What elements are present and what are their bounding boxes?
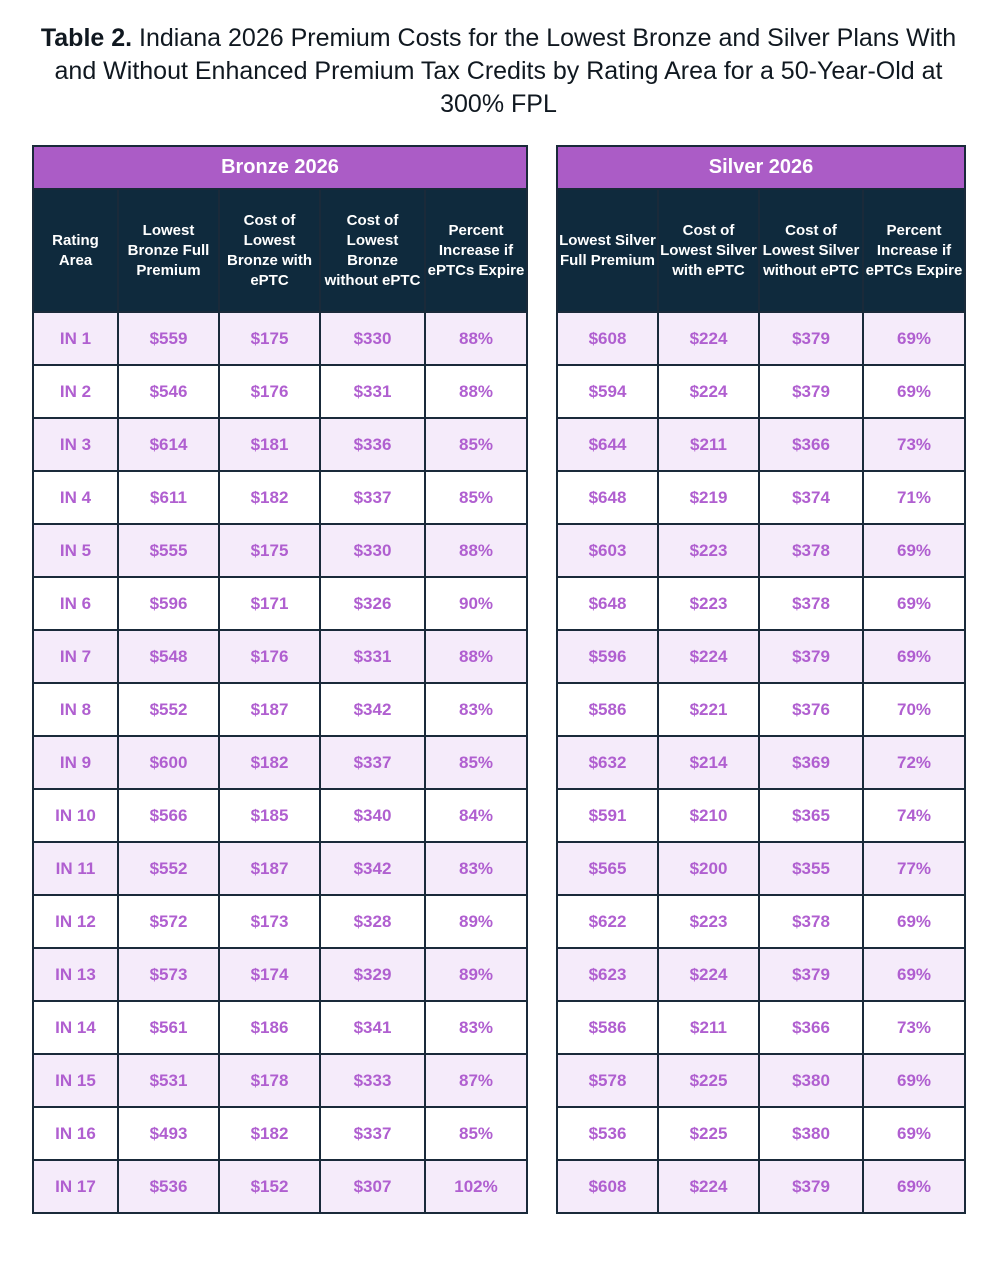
silver-table-cell: $223 <box>658 524 759 577</box>
bronze-table-cell: 85% <box>425 736 527 789</box>
silver-table-cell: $223 <box>658 895 759 948</box>
bronze-table-cell: $330 <box>320 312 425 365</box>
silver-table-cell: 69% <box>863 948 965 1001</box>
bronze-table-cell: $182 <box>219 471 320 524</box>
bronze-table-cell: $559 <box>118 312 219 365</box>
bronze-column-header: Percent Increase if ePTCs Expire <box>425 189 527 312</box>
silver-table-row <box>557 1107 965 1160</box>
bronze-table-cell: IN 13 <box>33 948 118 1001</box>
bronze-table-cell: 88% <box>425 312 527 365</box>
silver-table-cell: 69% <box>863 312 965 365</box>
bronze-column-header: Cost of Lowest Bronze without ePTC <box>320 189 425 312</box>
bronze-table-cell: $596 <box>118 577 219 630</box>
silver-column-header: Cost of Lowest Silver with ePTC <box>658 189 759 312</box>
silver-column-header: Percent Increase if ePTCs Expire <box>863 189 965 312</box>
silver-table-cell: $378 <box>759 895 863 948</box>
silver-table-row <box>557 736 965 789</box>
bronze-table-cell: 85% <box>425 1107 527 1160</box>
bronze-table-cell: $186 <box>219 1001 320 1054</box>
bronze-table-cell: $337 <box>320 736 425 789</box>
bronze-table-cell: IN 15 <box>33 1054 118 1107</box>
bronze-table-cell: $336 <box>320 418 425 471</box>
silver-table-cell: 70% <box>863 683 965 736</box>
silver-table-cell: $596 <box>557 630 658 683</box>
silver-table-row <box>557 524 965 577</box>
silver-table-cell: 69% <box>863 630 965 683</box>
silver-table-cell: 69% <box>863 1160 965 1213</box>
silver-table-cell: $224 <box>658 948 759 1001</box>
bronze-table-cell: $614 <box>118 418 219 471</box>
bronze-table-cell: 89% <box>425 948 527 1001</box>
silver-table-row <box>557 312 965 365</box>
silver-table-cell: $224 <box>658 312 759 365</box>
silver-column-header: Lowest Silver Full Premium <box>557 189 658 312</box>
bronze-table-cell: $600 <box>118 736 219 789</box>
bronze-table-row <box>33 365 527 418</box>
silver-column-header: Cost of Lowest Silver without ePTC <box>759 189 863 312</box>
bronze-table-cell: IN 4 <box>33 471 118 524</box>
bronze-table-cell: IN 6 <box>33 577 118 630</box>
silver-table-cell: $219 <box>658 471 759 524</box>
silver-table-cell: 77% <box>863 842 965 895</box>
bronze-table-cell: $611 <box>118 471 219 524</box>
bronze-table-cell: IN 2 <box>33 365 118 418</box>
bronze-table-cell: 83% <box>425 683 527 736</box>
silver-table-cell: $366 <box>759 1001 863 1054</box>
silver-table-cell: 69% <box>863 895 965 948</box>
silver-table-cell: $608 <box>557 312 658 365</box>
bronze-table-cell: $175 <box>219 312 320 365</box>
bronze-table-cell: $330 <box>320 524 425 577</box>
bronze-table-cell: $187 <box>219 842 320 895</box>
silver-table-row <box>557 895 965 948</box>
bronze-table-cell: $171 <box>219 577 320 630</box>
bronze-table-row <box>33 1107 527 1160</box>
bronze-table-row <box>33 471 527 524</box>
bronze-table-cell: 85% <box>425 471 527 524</box>
silver-table-cell: 69% <box>863 1107 965 1160</box>
bronze-table-cell: 102% <box>425 1160 527 1213</box>
bronze-table-cell: IN 9 <box>33 736 118 789</box>
silver-table-cell: $379 <box>759 948 863 1001</box>
bronze-table-cell: $176 <box>219 365 320 418</box>
silver-table-cell: $224 <box>658 365 759 418</box>
bronze-table-cell: $493 <box>118 1107 219 1160</box>
silver-table-row <box>557 1001 965 1054</box>
bronze-table-cell: $181 <box>219 418 320 471</box>
silver-table-cell: $223 <box>658 577 759 630</box>
bronze-table-row <box>33 1160 527 1213</box>
bronze-table-cell: $331 <box>320 365 425 418</box>
silver-table-cell: $379 <box>759 630 863 683</box>
bronze-table <box>32 145 528 1214</box>
bronze-table-row <box>33 1054 527 1107</box>
bronze-table-cell: 83% <box>425 1001 527 1054</box>
bronze-table-cell: $552 <box>118 842 219 895</box>
table-caption: Indiana 2026 Premium Costs for the Lowest Bronze and Silver Plans With and Without Enhanced Premium Tax Credits by Rating Area for a 50-Year-Old at 300% FPL <box>54 24 957 118</box>
bronze-table-cell: IN 3 <box>33 418 118 471</box>
silver-table-cell: $376 <box>759 683 863 736</box>
bronze-table-row <box>33 683 527 736</box>
silver-table-cell: 74% <box>863 789 965 842</box>
bronze-table-cell: 85% <box>425 418 527 471</box>
bronze-table-cell: $566 <box>118 789 219 842</box>
silver-table-cell: $378 <box>759 524 863 577</box>
silver-table-cell: 73% <box>863 418 965 471</box>
bronze-table-cell: IN 8 <box>33 683 118 736</box>
silver-table-cell: $591 <box>557 789 658 842</box>
bronze-table-cell: IN 10 <box>33 789 118 842</box>
bronze-table-cell: $531 <box>118 1054 219 1107</box>
silver-table-cell: $380 <box>759 1107 863 1160</box>
silver-table-cell: $200 <box>658 842 759 895</box>
silver-table-cell: $536 <box>557 1107 658 1160</box>
bronze-table-cell: $182 <box>219 1107 320 1160</box>
bronze-table-cell: IN 12 <box>33 895 118 948</box>
silver-table-cell: $648 <box>557 471 658 524</box>
silver-table-cell: $224 <box>658 630 759 683</box>
bronze-column-header: Cost of Lowest Bronze with ePTC <box>219 189 320 312</box>
bronze-table-cell: $555 <box>118 524 219 577</box>
silver-table-row <box>557 1054 965 1107</box>
silver-table-cell: 69% <box>863 524 965 577</box>
silver-table-cell: $366 <box>759 418 863 471</box>
silver-table-row <box>557 683 965 736</box>
bronze-table-cell: $328 <box>320 895 425 948</box>
bronze-table-row <box>33 842 527 895</box>
bronze-table-row <box>33 524 527 577</box>
bronze-table-row <box>33 789 527 842</box>
silver-table-cell: $586 <box>557 683 658 736</box>
bronze-table-row <box>33 1001 527 1054</box>
silver-table-cell: 69% <box>863 1054 965 1107</box>
bronze-table-cell: $174 <box>219 948 320 1001</box>
silver-table <box>556 145 966 1214</box>
silver-table-cell: $608 <box>557 1160 658 1213</box>
silver-table-cell: $603 <box>557 524 658 577</box>
silver-table-row <box>557 948 965 1001</box>
silver-table-cell: $379 <box>759 365 863 418</box>
bronze-table-cell: $175 <box>219 524 320 577</box>
silver-table-cell: $586 <box>557 1001 658 1054</box>
silver-table-cell: $214 <box>658 736 759 789</box>
bronze-table-cell: $185 <box>219 789 320 842</box>
bronze-table-row <box>33 630 527 683</box>
silver-table-cell: $379 <box>759 312 863 365</box>
bronze-table-cell: IN 14 <box>33 1001 118 1054</box>
silver-table-row <box>557 365 965 418</box>
bronze-table-cell: $546 <box>118 365 219 418</box>
bronze-table-cell: 88% <box>425 365 527 418</box>
bronze-table-row <box>33 948 527 1001</box>
silver-table-cell: $211 <box>658 1001 759 1054</box>
bronze-table-cell: $548 <box>118 630 219 683</box>
bronze-table-cell: $187 <box>219 683 320 736</box>
table-title <box>20 22 977 121</box>
silver-table-cell: $379 <box>759 1160 863 1213</box>
bronze-table-cell: IN 11 <box>33 842 118 895</box>
bronze-table-cell: $561 <box>118 1001 219 1054</box>
bronze-table-cell: $342 <box>320 683 425 736</box>
silver-table-cell: $622 <box>557 895 658 948</box>
silver-table-cell: $221 <box>658 683 759 736</box>
silver-table-cell: $565 <box>557 842 658 895</box>
bronze-column-header: Rating Area <box>33 189 118 312</box>
bronze-table-cell: $552 <box>118 683 219 736</box>
bronze-table-row <box>33 312 527 365</box>
bronze-table-row <box>33 736 527 789</box>
bronze-table-cell: $573 <box>118 948 219 1001</box>
bronze-table-cell: $340 <box>320 789 425 842</box>
silver-table-cell: $369 <box>759 736 863 789</box>
silver-group-header: Silver 2026 <box>557 146 965 189</box>
bronze-table-cell: $326 <box>320 577 425 630</box>
silver-table-cell: $632 <box>557 736 658 789</box>
bronze-table-cell: $536 <box>118 1160 219 1213</box>
silver-table-cell: 71% <box>863 471 965 524</box>
bronze-table-cell: $342 <box>320 842 425 895</box>
bronze-table-cell: IN 1 <box>33 312 118 365</box>
silver-table-row <box>557 842 965 895</box>
bronze-table-cell: $333 <box>320 1054 425 1107</box>
silver-table-cell: 69% <box>863 577 965 630</box>
bronze-table-cell: $341 <box>320 1001 425 1054</box>
bronze-table-cell: IN 17 <box>33 1160 118 1213</box>
silver-table-cell: $378 <box>759 577 863 630</box>
bronze-table-row <box>33 577 527 630</box>
silver-table-cell: 72% <box>863 736 965 789</box>
silver-table-row <box>557 577 965 630</box>
silver-table-cell: $210 <box>658 789 759 842</box>
bronze-table-cell: 83% <box>425 842 527 895</box>
silver-table-cell: $623 <box>557 948 658 1001</box>
bronze-table-cell: $572 <box>118 895 219 948</box>
silver-table-cell: $225 <box>658 1054 759 1107</box>
bronze-table-cell: 90% <box>425 577 527 630</box>
bronze-table-cell: $182 <box>219 736 320 789</box>
silver-table-row <box>557 471 965 524</box>
silver-table-cell: $648 <box>557 577 658 630</box>
bronze-table-cell: $331 <box>320 630 425 683</box>
bronze-table-cell: IN 5 <box>33 524 118 577</box>
silver-table-cell: $380 <box>759 1054 863 1107</box>
silver-table-cell: $644 <box>557 418 658 471</box>
silver-table-cell: $224 <box>658 1160 759 1213</box>
silver-table-cell: $374 <box>759 471 863 524</box>
silver-table-cell: $578 <box>557 1054 658 1107</box>
silver-table-cell: $225 <box>658 1107 759 1160</box>
silver-table-cell: $594 <box>557 365 658 418</box>
bronze-table-cell: $307 <box>320 1160 425 1213</box>
table-number: Table 2. <box>40 24 133 52</box>
bronze-table-cell: IN 7 <box>33 630 118 683</box>
bronze-table-cell: 84% <box>425 789 527 842</box>
bronze-table-row <box>33 895 527 948</box>
silver-table-cell: $211 <box>658 418 759 471</box>
bronze-table-cell: IN 16 <box>33 1107 118 1160</box>
bronze-table-cell: $329 <box>320 948 425 1001</box>
bronze-table-cell: 88% <box>425 524 527 577</box>
bronze-table-cell: $173 <box>219 895 320 948</box>
silver-table-cell: $355 <box>759 842 863 895</box>
bronze-group-header: Bronze 2026 <box>33 146 527 189</box>
silver-table-cell: 73% <box>863 1001 965 1054</box>
silver-table-row <box>557 418 965 471</box>
silver-table-cell: 69% <box>863 365 965 418</box>
silver-table-row <box>557 789 965 842</box>
silver-table-row <box>557 1160 965 1213</box>
bronze-table-cell: 88% <box>425 630 527 683</box>
bronze-table-cell: $178 <box>219 1054 320 1107</box>
bronze-table-cell: $152 <box>219 1160 320 1213</box>
silver-table-row <box>557 630 965 683</box>
bronze-table-cell: $337 <box>320 471 425 524</box>
bronze-table-cell: 89% <box>425 895 527 948</box>
silver-table-cell: $365 <box>759 789 863 842</box>
bronze-table-cell: $337 <box>320 1107 425 1160</box>
bronze-table-row <box>33 418 527 471</box>
bronze-column-header: Lowest Bronze Full Premium <box>118 189 219 312</box>
bronze-table-cell: $176 <box>219 630 320 683</box>
bronze-table-cell: 87% <box>425 1054 527 1107</box>
